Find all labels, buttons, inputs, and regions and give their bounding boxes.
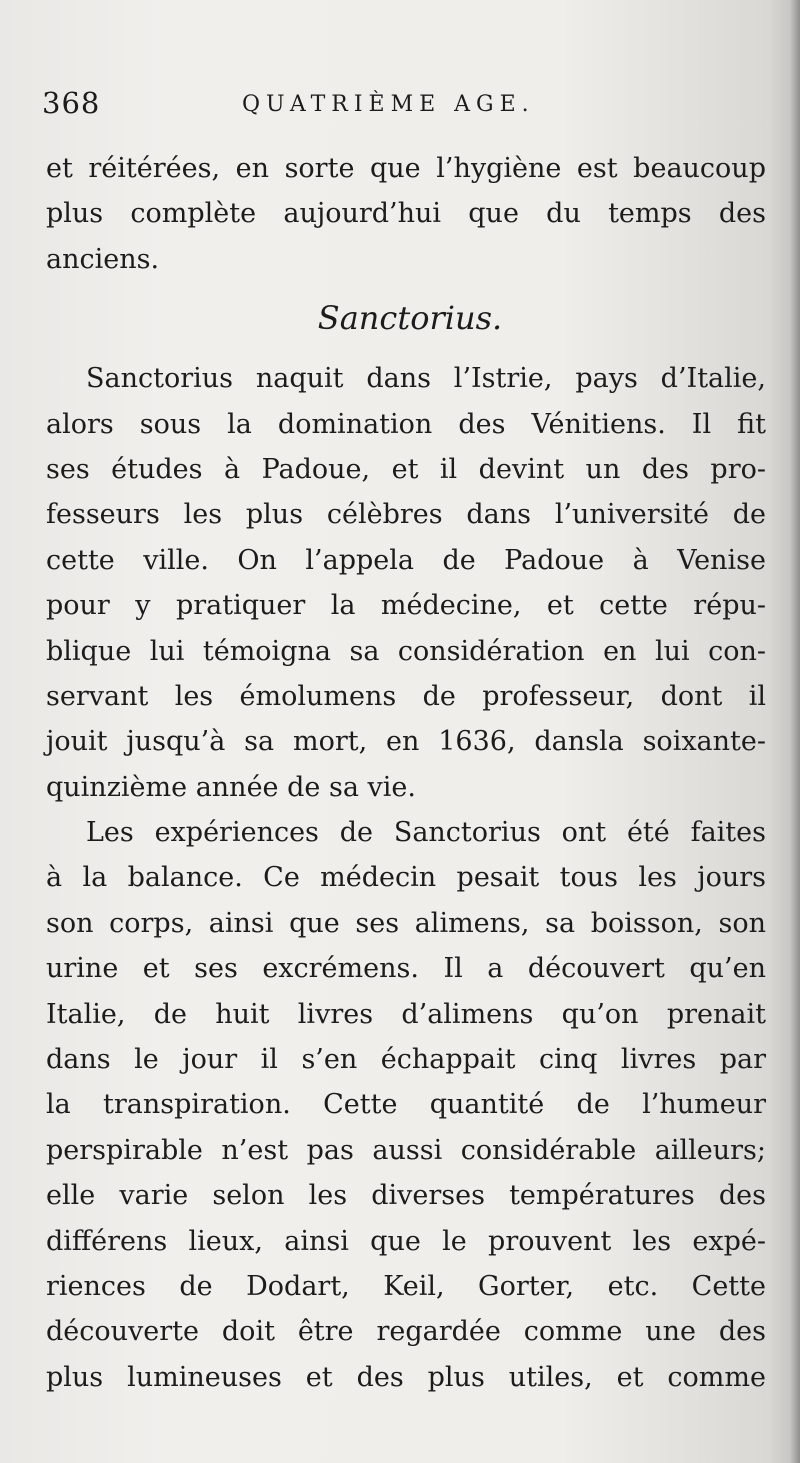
text-line: blique lui témoigna sa considération en lui con- (46, 635, 766, 667)
text-line: et réitérées, en sorte que l’hygiène est beaucoup (46, 153, 766, 184)
text-line: dans le jour il s’en échappait cinq livres par (46, 1044, 766, 1076)
text-line: elle varie selon les diverses températures des (46, 1180, 766, 1212)
text-line: Les expériences de Sanctorius ont été faites (86, 817, 766, 849)
text-line: urine et ses excrémens. Il a découvert qu’en (46, 953, 766, 985)
text-line: plus complète aujourd’hui que du temps des (46, 198, 766, 230)
section-title: Sanctorius. (317, 299, 503, 338)
page-edge-shadow (790, 0, 800, 1463)
page-number: 368 (42, 86, 101, 120)
running-head: QUATRIÈME AGE. (242, 92, 535, 117)
text-line: Italie, de huit livres d’alimens qu’on prenait (46, 998, 766, 1030)
body-text (46, 146, 766, 1400)
text-line: la transpiration. Cette quantité de l’humeur (46, 1089, 766, 1121)
text-line: fesseurs les plus célèbres dans l’université de (46, 499, 766, 531)
text-line: son corps, ainsi que ses alimens, sa boisson, son (46, 907, 766, 939)
text-line: découverte doit être regardée comme une des (46, 1316, 766, 1348)
text-line: alors sous la domination des Vénitiens. Il fit (46, 408, 766, 440)
text-line: ses études à Padoue, et il devint un des pro- (46, 453, 766, 485)
text-line: anciens. (46, 243, 160, 275)
text-line: riences de Dodart, Keil, Gorter, etc. Cette (46, 1270, 766, 1302)
text-line: jouit jusqu’à sa mort, en 1636, dansla soixante- (46, 726, 766, 758)
text-line: pour y pratiquer la médecine, et cette répu- (46, 590, 766, 622)
text-line: plus lumineuses et des plus utiles, et comme (46, 1361, 766, 1393)
text-line: cette ville. On l’appela de Padoue à Venise (46, 544, 766, 576)
text-line: quinzième année de sa vie. (46, 771, 416, 803)
text-line: différens lieux, ainsi que le prouvent les expé- (46, 1225, 766, 1257)
text-line: à la balance. Ce médecin pesait tous les jours (46, 862, 766, 894)
text-line: perspirable n’est pas aussi considérable ailleurs; (46, 1134, 766, 1166)
page-header (42, 86, 762, 136)
text-line: servant les émolumens de professeur, dont il (46, 680, 766, 712)
text-line: Sanctorius naquit dans l’Istrie, pays d’Italie, (86, 363, 766, 395)
